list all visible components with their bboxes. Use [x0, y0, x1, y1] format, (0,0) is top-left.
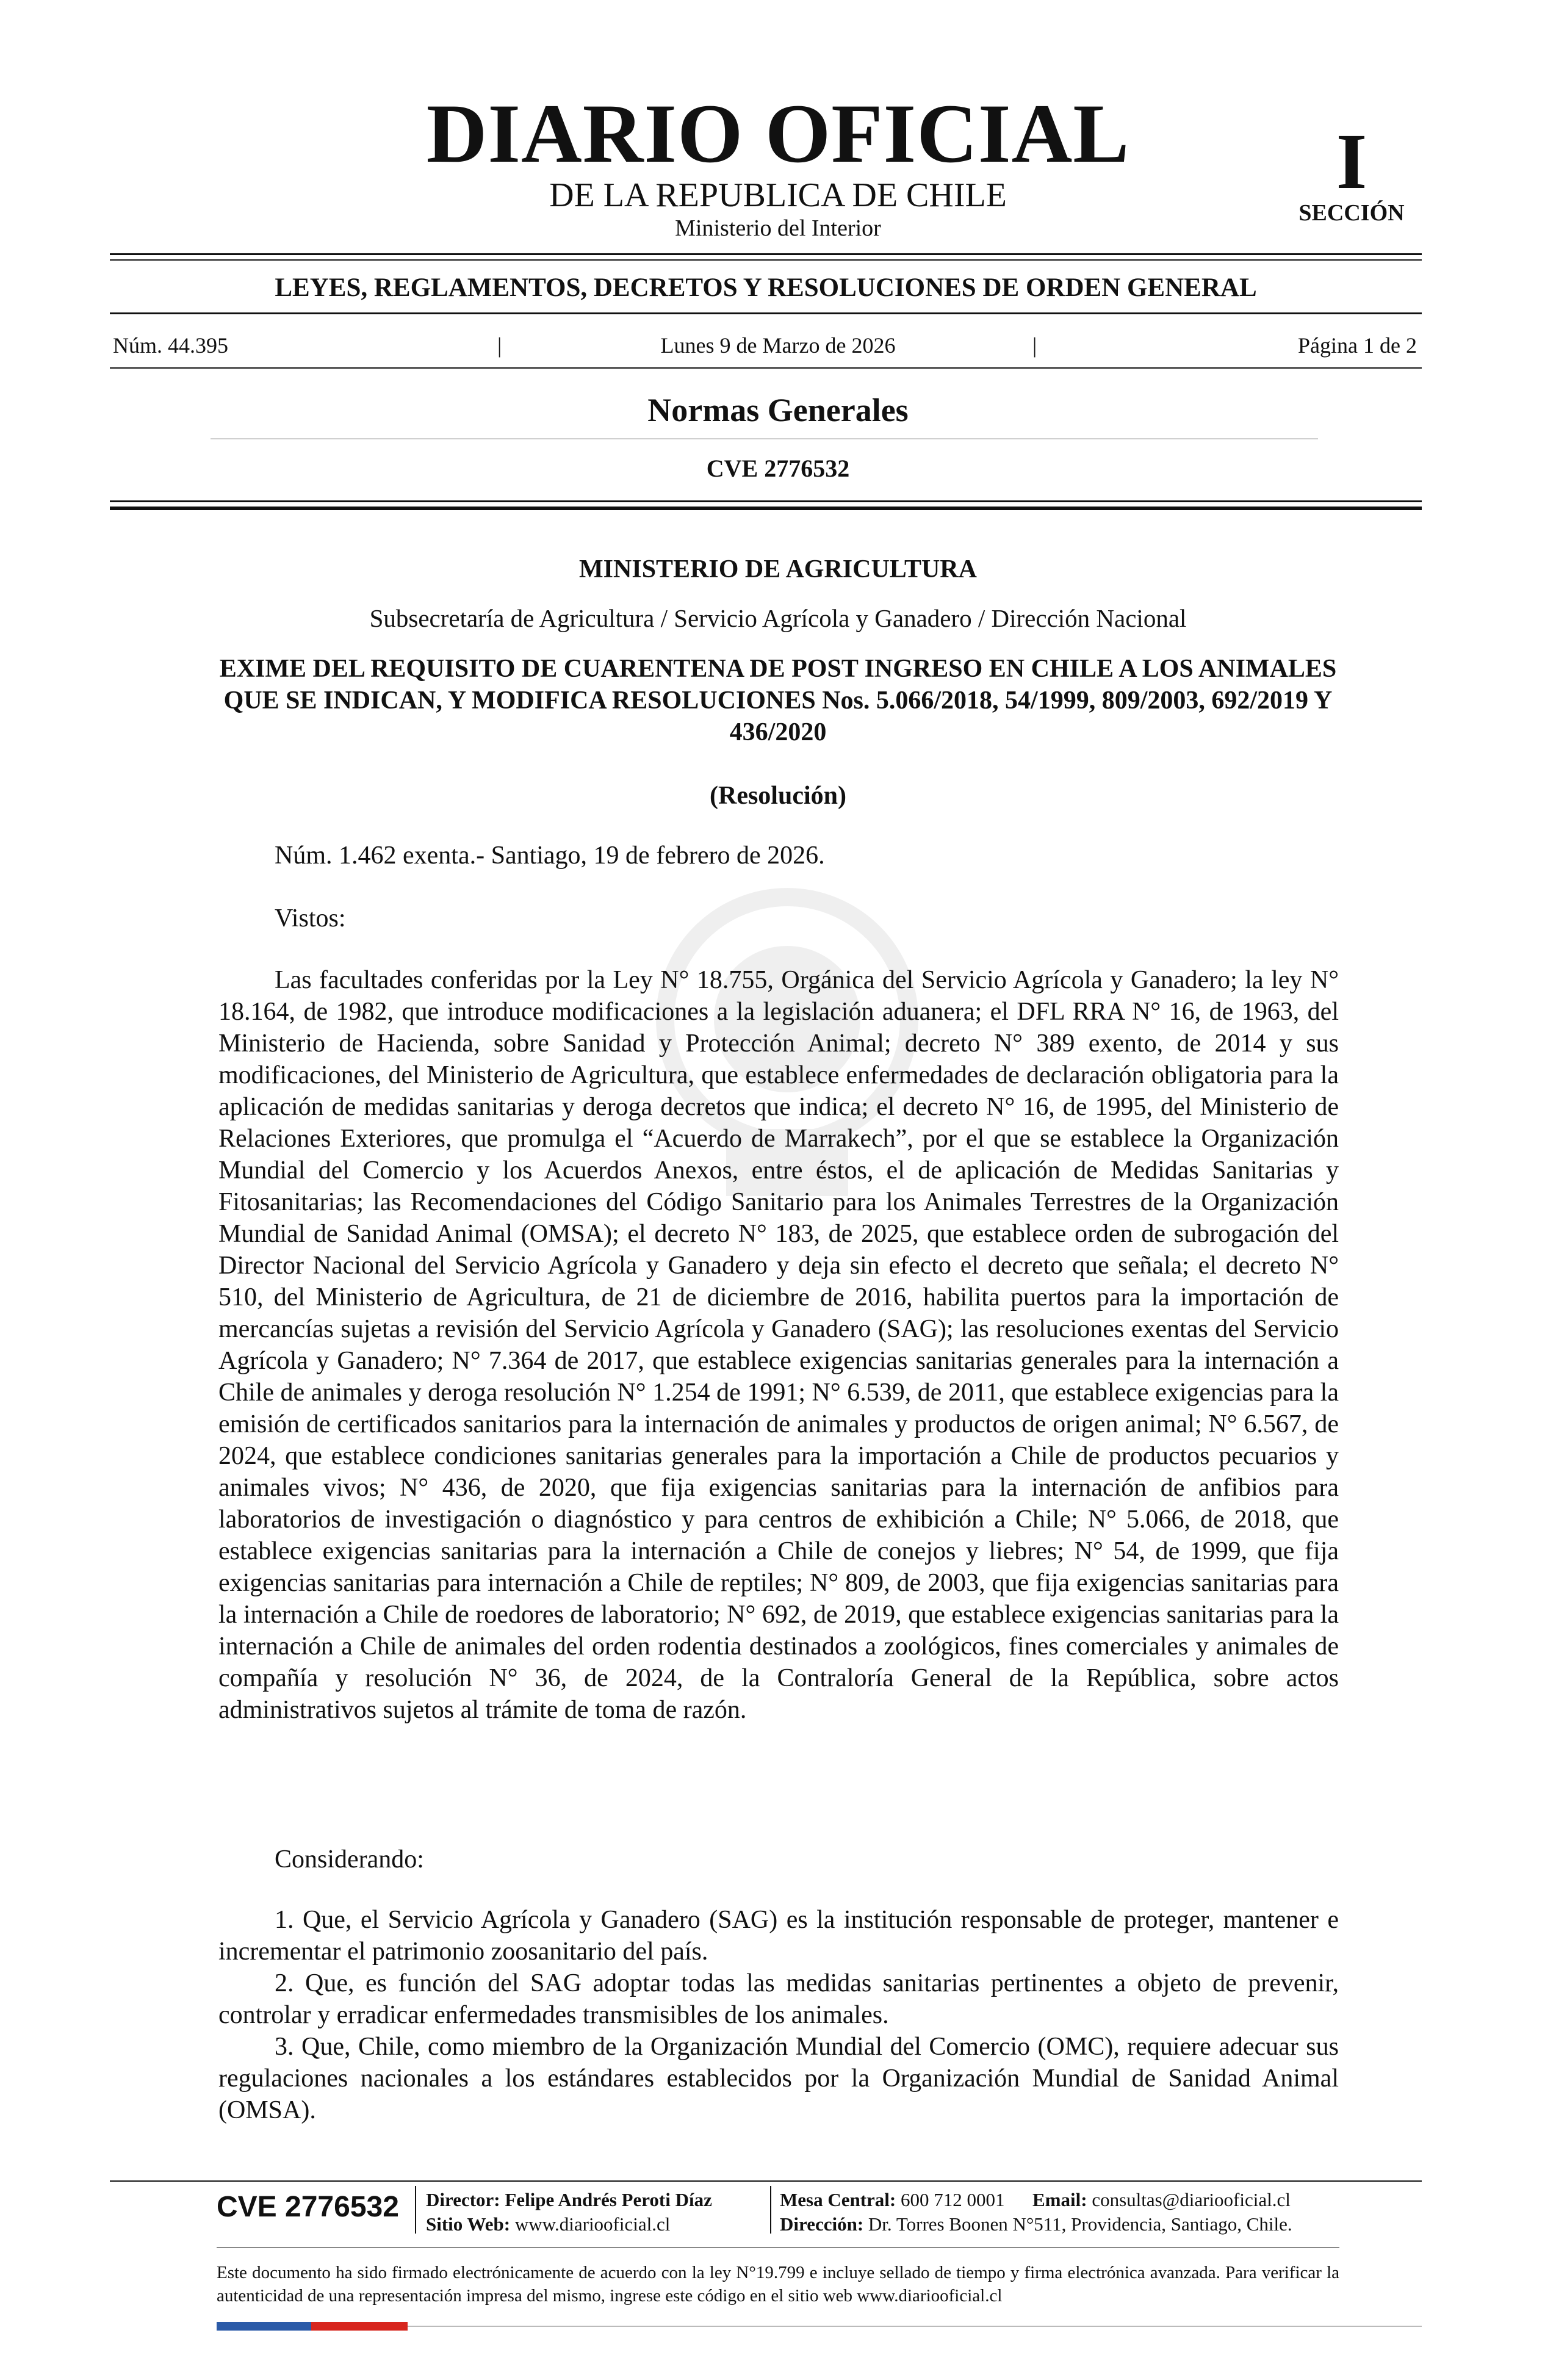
- considerando-item: 2. Que, es función del SAG adoptar todas las medidas sanitarias pertinentes a objeto de prevenir, controlar y erradicar enfermedades transmisibles de los animales.: [218, 1969, 1339, 2029]
- masthead-ministry: Ministerio del Interior: [675, 215, 881, 241]
- footer-web-line: [426, 2212, 768, 2237]
- footer-phone-value: 600 712 0001: [901, 2189, 1005, 2210]
- issue-date: Lunes 9 de Marzo de 2026: [660, 333, 896, 358]
- footer-web-link[interactable]: www.diariooficial.cl: [514, 2213, 671, 2235]
- footer-address-line: [780, 2212, 1353, 2237]
- footer-director-label: Director:: [426, 2189, 500, 2210]
- issue-number: Núm. 44.395: [113, 333, 228, 358]
- vistos-label: Vistos:: [275, 904, 346, 932]
- header-divider-thick: [110, 507, 1422, 510]
- resolution-type-label: (Resolución): [710, 782, 846, 810]
- footer-vertical-divider: [415, 2186, 416, 2234]
- flag-stripe-red: [311, 2322, 408, 2331]
- masthead-divider-secondary: [110, 259, 1422, 261]
- header-divider: [110, 500, 1422, 502]
- resolution-number-line: Núm. 1.462 exenta.- Santiago, 19 de febrero de 2026.: [275, 842, 825, 870]
- info-separator: |: [497, 333, 502, 358]
- footer-director-block: [426, 2188, 768, 2237]
- resolution-title: EXIME DEL REQUISITO DE CUARENTENA DE POST INGRESO EN CHILE A LOS ANIMALES QUE SE INDICAN, Y MODIFICA RESOLUCIONES Nos. 5.066/2018, 54/1999, 809/2003, 692/2019 Y 436/2020: [219, 655, 1337, 746]
- section-title: Normas Generales: [647, 392, 909, 428]
- footer-address-value: Dr. Torres Boonen N°511, Providencia, Santiago, Chile.: [868, 2213, 1292, 2235]
- footer-phone-line: [780, 2188, 1353, 2212]
- masthead-subtitle: DE LA REPUBLICA DE CHILE: [549, 176, 1007, 214]
- footer-top-divider: [110, 2180, 1422, 2182]
- masthead-divider: [110, 253, 1422, 255]
- section-label: SECCIÓN: [1298, 200, 1405, 226]
- vistos-paragraph: [218, 964, 1339, 1726]
- considerando-label: Considerando:: [275, 1845, 424, 1873]
- footer-director-name: Felipe Andrés Peroti Díaz: [505, 2189, 712, 2210]
- footer-bottom-divider: [408, 2326, 1422, 2327]
- category-heading: LEYES, REGLAMENTOS, DECRETOS Y RESOLUCIONES DE ORDEN GENERAL: [275, 273, 1257, 302]
- footer-email-label: Email:: [1032, 2189, 1087, 2210]
- page-indicator: Página 1 de 2: [1298, 333, 1417, 358]
- masthead-title: DIARIO OFICIAL: [426, 87, 1130, 180]
- subsecretaria-line: Subsecretaría de Agricultura / Servicio Agrícola y Ganadero / Dirección Nacional: [369, 604, 1187, 632]
- footer-director-line: [426, 2188, 768, 2212]
- footer-email-link[interactable]: consultas@diariooficial.cl: [1092, 2189, 1291, 2210]
- footer-mid-divider: [217, 2247, 1339, 2248]
- considerando-item: 1. Que, el Servicio Agrícola y Ganadero (SAG) es la institución responsable de proteger, mantener e incrementar el patrimonio zoosanitario del país.: [218, 1906, 1339, 1966]
- flag-stripe-blue: [217, 2322, 311, 2331]
- footer-cve-code: CVE 2776532: [217, 2191, 399, 2223]
- section-title-underline: [211, 438, 1318, 439]
- info-separator: |: [1032, 333, 1037, 358]
- footer-phone-label: Mesa Central:: [780, 2189, 896, 2210]
- cve-header: CVE 2776532: [706, 455, 850, 482]
- footer-web-label: Sitio Web:: [426, 2213, 511, 2235]
- footer-vertical-divider: [770, 2186, 771, 2234]
- footer-disclaimer: Este documento ha sido firmado electrónicamente de acuerdo con la ley N°19.799 e incluye sellado de tiempo y firma electrónica avanzada. Para verificar la autenticidad de una representación impresa del mismo, ingrese este código en el sitio web www.diariooficial.cl: [217, 2263, 1339, 2306]
- vistos-text: Las facultades conferidas por la Ley N° 18.755, Orgánica del Servicio Agrícola y Ganadero; la ley N° 18.164, de 1982, que introduce modificaciones a la legislación aduanera; el DFL RRA N° 16, de 1963, del Ministerio de Hacienda, sobre Sanidad y Protección Animal; decreto N° 389 exento, de 2014 y sus modificaciones, del Ministerio de Agricultura, que establece enfermedades de declaración obligatoria para la aplicación de medidas sanitarias y deroga decretos que indica; el decreto N° 16, de 1995, del Ministerio de Relaciones Exteriores, que promulga el “Acuerdo de Marrakech”, por el que se establece la Organización Mundial del Comercio y los Acuerdos Anexos, entre éstos, el de aplicación de Medidas Sanitarias y Fitosanitarias; las Recomendaciones del Código Sanitario para los Animales Terrestres de la Organización Mundial de Sanidad Animal (OMSA); el decreto N° 183, de 2025, que establece orden de subrogación del Director Nacional del Servicio Agrícola y Ganadero y deja sin efecto el decreto que señala; el decreto N° 510, del Ministerio de Agricultura, de 21 de diciembre de 2016, habilita puertos para la importación de mercancías sujetas a revisión del Servicio Agrícola y Ganadero (SAG); las resoluciones exentas del Servicio Agrícola y Ganadero; N° 7.364 de 2017, que establece exigencias sanitarias generales para la internación a Chile de animales y deroga resolución N° 1.254 de 1991; N° 6.539, de 2011, que establece exigencias para la emisión de certificados sanitarios para la internación de animales y productos de origen animal; N° 6.567, de 2024, que establece condiciones sanitarias generales para la importación a Chile de productos pecuarios y animales vivos; N° 436, de 2020, que fija exigencias sanitarias para la internación de anfibios para laboratorios de investigación o diagnóstico y para centros de exhibición a Chile; N° 5.066, de 2018, que establece exigencias sanitarias para la internación a Chile de conejos y liebres; N° 54, de 1999, que fija exigencias sanitarias para internación a Chile de reptiles; N° 809, de 2003, que fija exigencias sanitarias para la internación a Chile de roedores de laboratorio; N° 692, de 2019, que establece exigencias sanitarias para la internación a Chile de animales del orden rodentia destinados a zoológicos, fines comerciales y animales de compañía y resolución N° 36, de 2024, de la Contraloría General de la República, sobre actos administrativos sujetos al trámite de toma de razón.: [218, 966, 1339, 1724]
- section-number: I: [1336, 118, 1367, 206]
- considerando-list: [218, 1904, 1339, 2126]
- footer-contact-block: [780, 2188, 1353, 2237]
- info-bar-divider: [110, 367, 1422, 369]
- considerando-item: 3. Que, Chile, como miembro de la Organización Mundial del Comercio (OMC), requiere adecuar sus regulaciones nacionales a los estándares establecidos por la Organización Mundial de Sanidad Animal (OMSA).: [218, 2033, 1339, 2124]
- footer-address-label: Dirección:: [780, 2213, 864, 2235]
- category-divider: [110, 312, 1422, 314]
- ministry-heading: MINISTERIO DE AGRICULTURA: [579, 555, 977, 583]
